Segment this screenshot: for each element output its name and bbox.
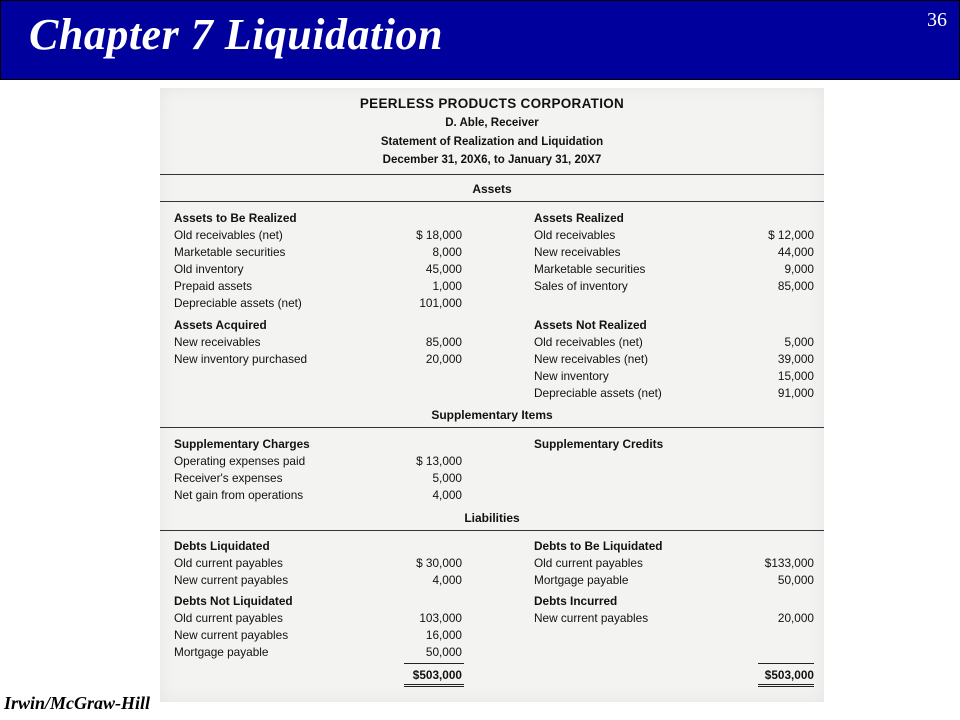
heading-assets-realized: Assets Realized <box>534 211 624 225</box>
line-amount: 91,000 <box>777 386 814 400</box>
line-label: Sales of inventory <box>534 279 628 293</box>
line-amount: 50,000 <box>777 573 814 587</box>
statement-title: Statement of Realization and Liquidation <box>380 136 604 148</box>
line-amount: 101,000 <box>419 296 462 310</box>
line-amount: 1,000 <box>432 279 462 293</box>
line-label: Depreciable assets (net) <box>534 386 662 400</box>
line-amount: 50,000 <box>425 645 462 659</box>
line-label: Old receivables (net) <box>174 228 283 242</box>
line-label: Old current payables <box>534 556 643 570</box>
line-label: Old inventory <box>174 262 244 276</box>
line-amount: 20,000 <box>425 352 462 366</box>
line-label: Old receivables <box>534 228 616 242</box>
heading-debts-not-liquidated: Debts Not Liquidated <box>174 594 293 608</box>
line-label: Old current payables <box>174 556 283 570</box>
slide-number: 36 <box>927 9 947 31</box>
line-label: New receivables <box>534 245 621 259</box>
line-amount: 5,000 <box>784 335 814 349</box>
line-label: Receiver's expenses <box>174 471 283 485</box>
statement-document <box>160 88 824 702</box>
line-label: Depreciable assets (net) <box>174 296 302 310</box>
line-label: Marketable securities <box>534 262 646 276</box>
line-label: Marketable securities <box>174 245 286 259</box>
line-amount: 85,000 <box>425 335 462 349</box>
heading-assets-to-be-realized: Assets to Be Realized <box>174 211 297 225</box>
line-amount: 16,000 <box>425 628 462 642</box>
line-amount: 15,000 <box>777 369 814 383</box>
total-right: $503,000 <box>764 668 814 682</box>
line-amount: 85,000 <box>777 279 814 293</box>
heading-supplementary-credits: Supplementary Credits <box>534 437 664 451</box>
line-label: New current payables <box>174 573 289 587</box>
total-rule-left <box>404 663 464 664</box>
company-name: PEERLESS PRODUCTS CORPORATION <box>359 96 625 111</box>
heading-debts-liquidated: Debts Liquidated <box>174 539 270 553</box>
line-amount: 103,000 <box>419 611 462 625</box>
divider <box>160 427 824 428</box>
line-label: New inventory <box>534 369 609 383</box>
line-label: Old current payables <box>174 611 283 625</box>
line-amount: 44,000 <box>777 245 814 259</box>
line-label: Mortgage payable <box>174 645 269 659</box>
title-banner <box>0 0 960 80</box>
heading-assets-acquired: Assets Acquired <box>174 318 267 332</box>
statement-period: December 31, 20X6, to January 31, 20X7 <box>382 154 602 166</box>
heading-debts-to-be-liquidated: Debts to Be Liquidated <box>534 539 663 553</box>
line-label: Old receivables (net) <box>534 335 643 349</box>
line-label: Operating expenses paid <box>174 454 306 468</box>
divider <box>160 201 824 202</box>
line-label: New receivables <box>174 335 261 349</box>
line-amount: 4,000 <box>432 488 462 502</box>
total-left: $503,000 <box>412 668 462 682</box>
line-label: New current payables <box>534 611 649 625</box>
heading-supplementary-charges: Supplementary Charges <box>174 437 310 451</box>
section-supplementary: Supplementary Items <box>431 408 553 422</box>
double-rule-right <box>758 684 814 687</box>
line-amount: $ 12,000 <box>768 228 814 242</box>
line-label: New current payables <box>174 628 289 642</box>
line-amount: 8,000 <box>432 245 462 259</box>
line-amount: $ 18,000 <box>416 228 462 242</box>
line-amount: $ 13,000 <box>416 454 462 468</box>
line-amount: $133,000 <box>764 556 814 570</box>
line-amount: 4,000 <box>432 573 462 587</box>
slide-title: Chapter 7 Liquidation <box>29 10 443 59</box>
divider <box>160 174 824 175</box>
line-amount: 45,000 <box>425 262 462 276</box>
line-label: Mortgage payable <box>534 573 629 587</box>
line-amount: 9,000 <box>784 262 814 276</box>
section-liabilities: Liabilities <box>464 511 520 525</box>
line-label: New inventory purchased <box>174 352 308 366</box>
line-label: Net gain from operations <box>174 488 304 502</box>
heading-assets-not-realized: Assets Not Realized <box>534 318 647 332</box>
section-assets: Assets <box>472 182 512 196</box>
publisher-footer: Irwin/McGraw-Hill <box>4 693 151 713</box>
receiver-name: D. Able, Receiver <box>445 117 539 129</box>
double-rule-left <box>404 684 464 687</box>
heading-debts-incurred: Debts Incurred <box>534 594 618 608</box>
total-rule-right <box>758 663 814 664</box>
line-amount: 5,000 <box>432 471 462 485</box>
divider <box>160 530 824 531</box>
line-amount: 20,000 <box>777 611 814 625</box>
line-label: New receivables (net) <box>534 352 649 366</box>
line-amount: 39,000 <box>777 352 814 366</box>
line-amount: $ 30,000 <box>416 556 462 570</box>
line-label: Prepaid assets <box>174 279 253 293</box>
